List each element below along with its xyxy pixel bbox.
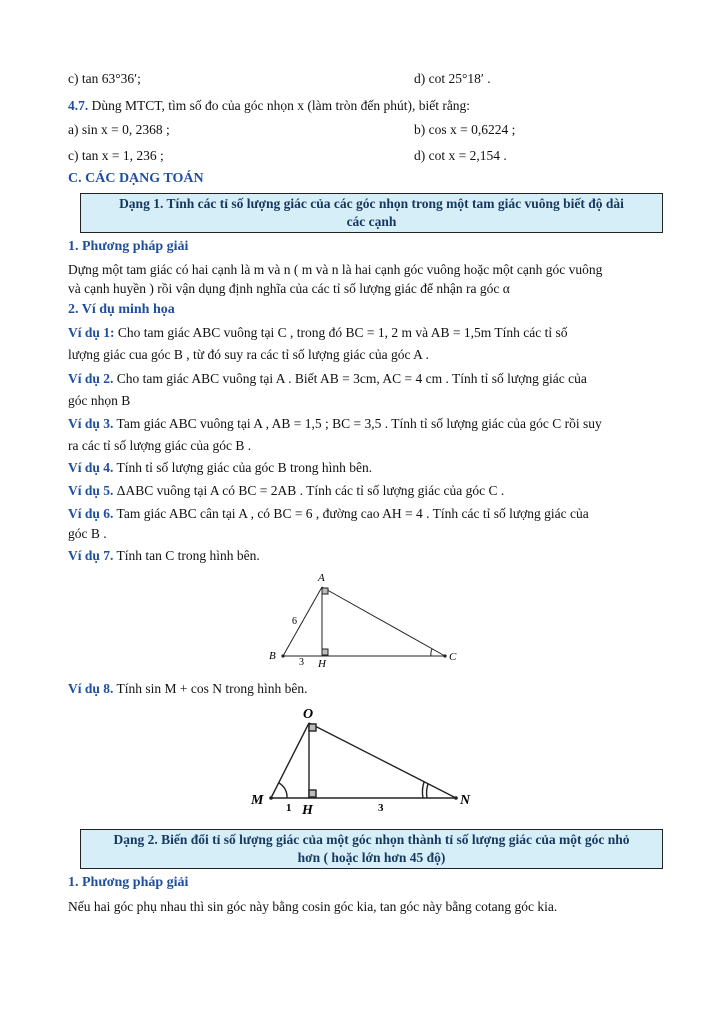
label-m: M [251,793,264,808]
label-a: A [318,572,325,584]
exercise-number: 4.7. [68,98,89,113]
angle-mark-n2 [422,782,424,798]
angle-mark-m [279,783,287,798]
exercise-c-tanx: c) tan x = 1, 236 ; [68,148,164,163]
example-7-label: Ví dụ 7. [68,548,114,563]
dang2-line1: Dạng 2. Biến đổi tỉ số lượng giác của một góc nhọn thành tỉ số lượng giác của một góc nhỏ [113,832,630,847]
side-ac [322,587,445,656]
label-o: O [303,707,314,722]
example-8 [68,680,308,698]
exercise-b-cos: b) cos x = 0,6224 ; [414,122,516,137]
example-3-text: Tam giác ABC vuông tại A , AB = 1,5 ; BC = 3,5 . Tính tỉ số lượng giác của góc C rồi suy [113,416,602,431]
exercise-a-sin: a) sin x = 0, 2368 ; [68,122,170,137]
point-n [454,796,458,800]
example-8-label: Ví dụ 8. [68,681,114,696]
example-2-text: Cho tam giác ABC vuông tại A . Biết AB = 3cm, AC = 4 cm . Tính tỉ số lượng giác của [113,371,587,386]
example-7-text: Tính tan C trong hình bên. [113,548,260,563]
label-h2: H [302,803,313,818]
exercise-d-cotx: d) cot x = 2,154 . [414,148,507,163]
example-1-cont: lượng giác cua góc B , từ đó suy ra các tỉ số lượng giác của góc A . [68,347,429,362]
example-2-cont: góc nhọn B [68,393,131,408]
label-side-6: 6 [292,616,297,627]
example-8-text: Tính sin M + cos N trong hình bên. [113,681,308,696]
example-6-label: Ví dụ 6. [68,506,114,521]
example-1-label: Ví dụ 1: [68,325,115,340]
label-side-3: 3 [299,657,304,668]
section-c-title: C. CÁC DẠNG TOÁN [68,171,204,186]
side-om [271,723,309,798]
pp2-line1: Nếu hai góc phụ nhau thì sin góc này bằng cosin góc kia, tan góc này bằng cotang góc kia. [68,899,558,914]
label-side-3b: 3 [378,802,384,814]
side-ab [283,587,322,656]
label-h: H [318,658,326,670]
side-on [309,723,456,798]
dang1-line2: các cạnh [346,214,397,229]
pp2-title: 1. Phương pháp giải [68,875,189,890]
example-3-label: Ví dụ 3. [68,416,114,431]
right-angle-h [322,649,328,655]
point-c [443,654,446,657]
example-3-cont: ra các tỉ số lượng giác của góc B . [68,438,252,453]
dang2-banner [80,829,663,869]
right-angle-a [322,588,328,594]
pp1-title: 1. Phương pháp giải [68,239,189,254]
example-6-text: Tam giác ABC cân tại A , có BC = 6 , đường cao AH = 4 . Tính các tỉ số lượng giác của [113,506,589,521]
example-2-label: Ví dụ 2. [68,371,114,386]
label-c: C [449,651,457,663]
dang1-line1: Dạng 1. Tính các tỉ số lượng giác của các góc nhọn trong một tam giác vuông biết độ dài [119,196,624,211]
angle-mark-c [431,649,432,656]
dang2-line2: hơn ( hoặc lớn hơn 45 độ) [297,850,446,865]
angle-mark-n1 [427,784,428,798]
point-m [269,796,273,800]
examples-title: 2. Ví dụ minh họa [68,302,175,317]
label-side-1: 1 [286,802,292,814]
exercise-d-cot: d) cot 25°18′ . [414,71,491,86]
right-angle-o [309,724,316,731]
example-1-text: Cho tam giác ABC vuông tại C , trong đó BC = 1, 2 m và AB = 1,5m Tính các tỉ số [114,325,568,340]
exercise-c-tan: c) tan 63°36′; [68,71,141,86]
point-b [281,654,284,657]
label-n: N [460,793,471,808]
pp1-line1: Dựng một tam giác có hai cạnh là m và n ( m và n là hai cạnh góc vuông hoặc một cạnh góc vuông [68,262,603,277]
label-b: B [269,650,276,662]
example-4-text: Tính tỉ số lượng giác của góc B trong hình bên. [113,460,373,475]
pp1-line2: và cạnh huyền ) rồi vận dụng định nghĩa của các tỉ số lượng giác để nhận ra góc α [68,281,510,296]
example-5-text: ΔABC vuông tại A có BC = 2AB . Tính các tỉ số lượng giác của góc C . [113,483,505,498]
exercise-text: Dùng MTCT, tìm số đo của góc nhọn x (làm tròn đến phút), biết rằng: [88,98,471,113]
right-angle-h2 [309,790,316,797]
example-6-cont: góc B . [68,526,107,541]
example-4-label: Ví dụ 4. [68,460,114,475]
example-5-label: Ví dụ 5. [68,483,114,498]
